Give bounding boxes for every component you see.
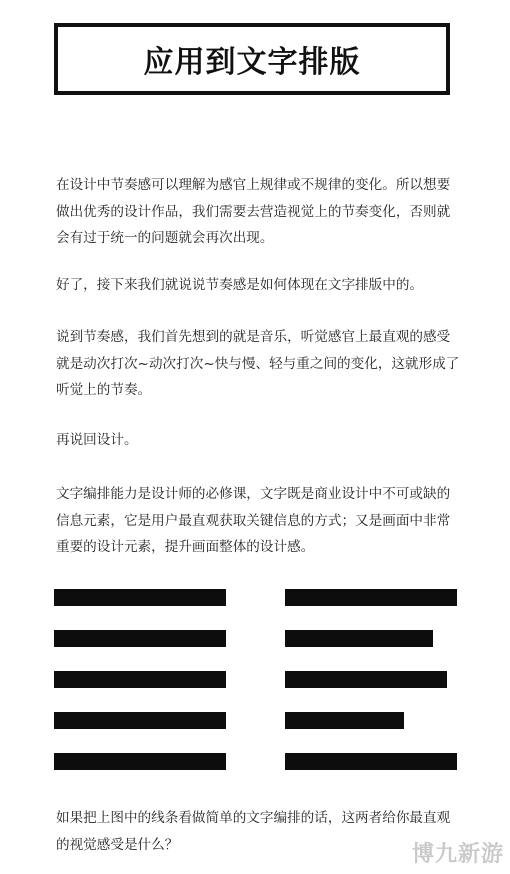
right-bar-4: [285, 712, 404, 729]
paragraph-back-to-design: 再说回设计。: [56, 432, 138, 448]
left-bar-5: [54, 753, 226, 770]
paragraph-intro: 好了，接下来我们就说说节奏感是如何体现在文字排版中的。: [56, 277, 424, 293]
left-bar-3: [54, 671, 226, 688]
watermark-logo: 博九新游: [411, 842, 504, 867]
right-bar-1: [285, 589, 457, 606]
right-bar-2: [285, 630, 433, 647]
left-bar-4: [54, 712, 226, 729]
paragraph-rhythm-definition: 在设计中节奏感可以理解为感官上规律或不规律的变化。所以想要做出优秀的设计作品，我们需要去营造视觉上的节奏变化，否则就会有过于统一的问题就会再次出现。: [56, 177, 451, 246]
right-bar-3: [285, 671, 447, 688]
title-box: [54, 23, 450, 95]
right-bar-5: [285, 753, 457, 770]
paragraph-typography: 文字编排能力是设计师的必修课，文字既是商业设计中不可或缺的信息元素，它是用户最直观获取关键信息的方式；又是画面中非常重要的设计元素，提升画面整体的设计感。: [56, 486, 451, 555]
left-bar-2: [54, 630, 226, 647]
paragraph-music: 说到节奏感，我们首先想到的就是音乐，听觉感官上最直观的感受就是动次打次~动次打次~快与慢、轻与重之间的变化，这就形成了听觉上的节奏。: [56, 329, 460, 398]
paragraph-question: 如果把上图中的线条看做简单的文字编排的话，这两者给你最直观的视觉感受是什么？: [56, 810, 451, 853]
left-bar-1: [54, 589, 226, 606]
page-title: 应用到文字排版: [143, 45, 361, 80]
